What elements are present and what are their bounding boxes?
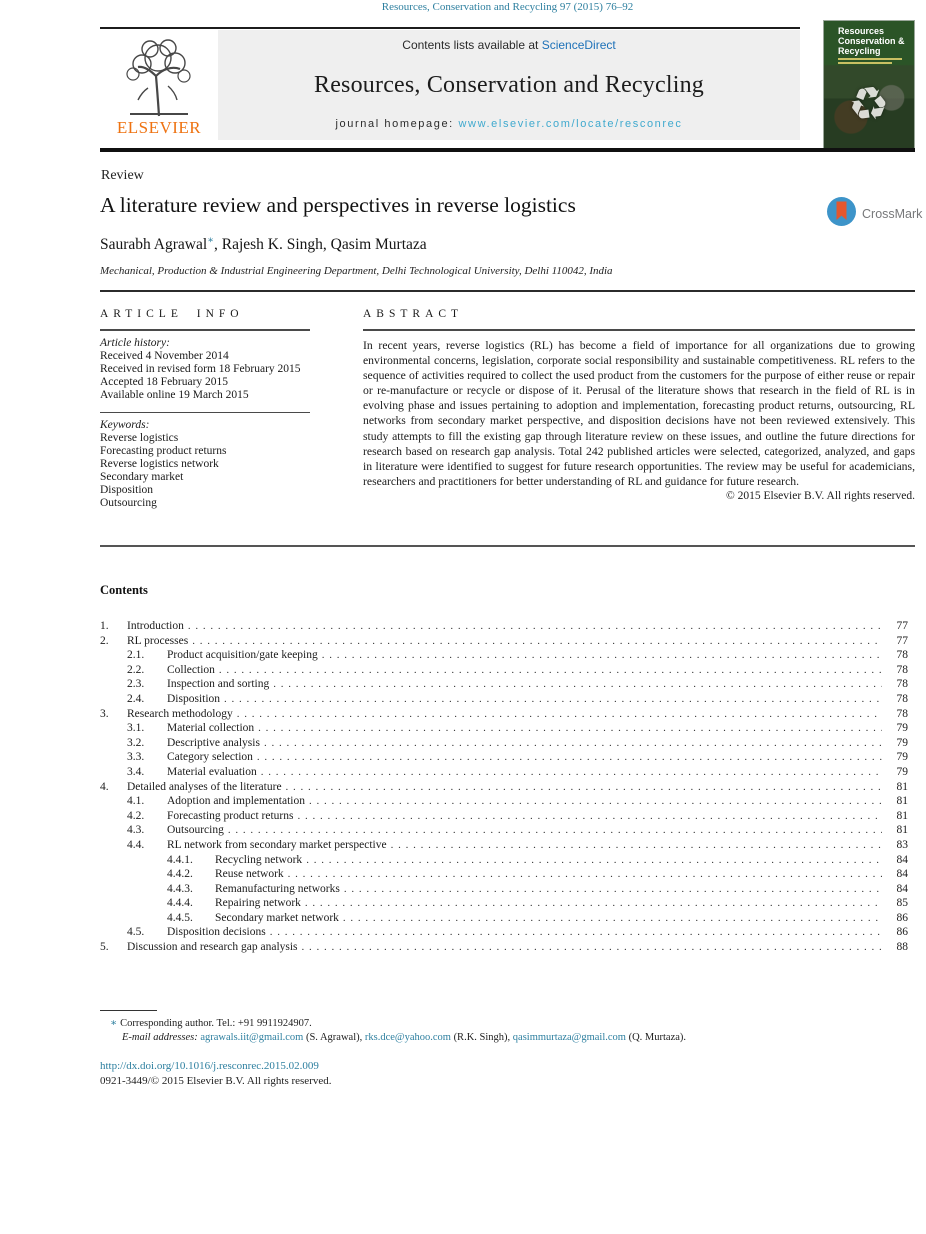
toc-entry-page: 79 [896,722,908,735]
toc-entry-number: 2.4. [127,692,145,705]
toc-entry-number: 2.2. [127,663,145,676]
email-link[interactable]: rks.dce@yahoo.com [364,1031,451,1043]
toc-entry-page: 78 [896,707,908,720]
toc-entry[interactable] [100,648,908,663]
toc-entry-label: Reuse network [215,868,284,881]
toc-entry-label: Disposition decisions [167,926,266,939]
toc-entry-label: RL processes [127,634,189,647]
toc-entry-label: Forecasting product returns [167,809,294,822]
toc-entry-number: 1. [100,620,109,632]
toc-entry[interactable] [100,750,908,765]
cover-subtitle-bar [838,62,892,64]
crossmark-badge[interactable] [826,196,922,232]
abstract-column [363,308,915,520]
toc-entry-number: 4. [100,780,109,793]
toc-entry-number: 4.4.4. [167,897,193,910]
toc-entry-label: Descriptive analysis [167,736,260,749]
toc-entry-label: Adoption and implementation [167,795,305,808]
toc-entry-page: 81 [896,795,908,808]
toc-entry-page: 81 [896,809,908,822]
toc-entry[interactable] [100,780,908,795]
toc-entry-number: 3. [100,707,109,720]
running-head-citation: Resources, Conservation and Recycling 97 (2015) 76–92 [381,1,634,13]
toc-entry[interactable] [100,867,908,882]
corresponding-author-note [100,1017,915,1031]
article-history-section [100,329,310,412]
toc-entry-page: 78 [896,692,908,705]
toc-list [100,619,908,955]
corresponding-author-marker[interactable]: ∗ [207,235,214,246]
toc-entry-number: 2.1. [127,649,145,662]
toc-entry[interactable] [100,896,908,911]
journal-header [100,30,800,140]
toc-entry-number: 2. [100,634,109,647]
toc-entry-number: 4.3. [127,824,145,837]
footnote-asterisk: ∗ [110,1018,118,1029]
toc-entry[interactable] [100,925,908,940]
toc-entry-page: 79 [896,751,908,764]
email-entry [365,1032,513,1043]
keyword-item: Reverse logistics [100,432,179,444]
elsevier-tree-icon [120,36,198,120]
toc-entry-page: 79 [896,736,908,749]
article-info-heading: ARTICLE INFO [100,308,244,320]
keyword-item: Disposition [100,484,154,496]
cover-title-line: Recycling [838,46,881,56]
toc-entry-page: 81 [896,780,908,793]
toc-entry-label: Recycling network [215,853,303,866]
toc-entry[interactable] [100,838,908,853]
toc-entry[interactable] [100,692,908,707]
toc-dot-leader [302,940,882,955]
toc-entry-number: 4.1. [127,795,145,808]
toc-dot-leader [261,765,882,780]
table-of-contents [100,583,908,955]
email-link[interactable]: qasimmurtaza@gmail.com [512,1031,626,1043]
toc-entry[interactable] [100,794,908,809]
keyword-item: Reverse logistics network [100,458,219,470]
email-entry [200,1032,365,1043]
corresponding-author-text: Corresponding author. Tel.: +91 9911924907. [120,1018,312,1029]
footnotes [100,1010,915,1044]
toc-entry-number: 3.2. [127,736,145,749]
toc-entry-number: 4.4.2. [167,868,193,881]
toc-entry-label: Remanufacturing networks [215,882,340,895]
author-line [100,235,427,254]
info-abstract-columns [100,308,915,520]
toc-entry-page: 77 [896,620,908,632]
doi-link[interactable]: http://dx.doi.org/10.1016/j.resconrec.2015.02.009 [100,1060,319,1072]
toc-entry-label: Disposition [167,692,221,705]
paper-title: A literature review and perspectives in reverse logistics [100,193,576,217]
toc-entry[interactable] [100,823,908,838]
toc-entry-number: 5. [100,941,109,954]
email-owner: (S. Agrawal), [303,1031,365,1043]
toc-entry-label: Discussion and research gap analysis [127,941,298,954]
footer-imprint [100,1059,332,1088]
top-rule [100,27,800,29]
toc-entry-page: 86 [896,911,908,924]
keywords-section [100,412,310,520]
toc-entry-label: RL network from secondary market perspective [167,838,387,851]
toc-dot-leader [273,677,882,692]
toc-dot-leader [264,736,882,751]
toc-entry-label: Repairing network [215,897,301,910]
email-owner: (R.K. Singh), [450,1031,513,1043]
email-addresses-line [100,1031,915,1045]
contents-available-line [402,38,615,52]
toc-entry-page: 84 [896,882,908,895]
header-divider-rule [100,148,915,152]
email-addresses-label: E-mail addresses: [122,1031,198,1043]
toc-entry-number: 2.3. [127,678,145,691]
article-info-column [100,308,310,520]
affiliation: Mechanical, Production & Industrial Engineering Department, Delhi Technological University, Delhi 110042, India [100,265,613,277]
journal-title: Resources, Conservation and Recycling [314,71,704,98]
toc-dot-leader [297,809,882,824]
article-history-line: Received in revised form 18 February 2015 [100,363,301,375]
author-name: Saurabh Agrawal [100,236,208,254]
crossmark-icon [826,196,857,232]
keyword-item: Secondary market [100,471,184,483]
article-history-line: Available online 19 March 2015 [100,389,249,401]
toc-entry-label: Research methodology [127,707,233,720]
cover-subtitle-bar [838,58,902,60]
toc-dot-leader [219,663,882,678]
toc-dot-leader [322,648,882,663]
elsevier-wordmark: ELSEVIER [116,118,202,137]
toc-entry[interactable] [100,663,908,678]
toc-entry-label: Introduction [127,620,184,632]
contents-available-text: Contents lists available at [402,38,542,52]
toc-entry-label: Inspection and sorting [167,678,270,691]
abstract-heading: ABSTRACT [363,308,464,320]
toc-entry-number: 4.4. [127,838,145,851]
toc-entry[interactable] [100,707,908,722]
toc-entry-number: 3.1. [127,722,145,735]
article-history-list [100,350,310,402]
toc-entry-number: 4.4.1. [167,853,193,866]
toc-dot-leader [224,692,882,707]
toc-entry[interactable] [100,853,908,868]
abstract-rule [363,329,915,502]
toc-entry-page: 84 [896,853,908,866]
homepage-prefix: journal homepage: [335,118,459,130]
toc-entry-number: 4.4.3. [167,882,193,895]
journal-cover-thumbnail[interactable] [823,20,915,150]
toc-entry-page: 78 [896,678,908,691]
sciencedirect-link[interactable]: ScienceDirect [541,38,616,52]
issn-copyright-line: 0921-3449/© 2015 Elsevier B.V. All rights reserved. [100,1074,332,1087]
cover-title-line: Conservation & [838,36,905,46]
toc-entry-page: 81 [896,824,908,837]
toc-entry[interactable] [100,619,908,634]
toc-dot-leader [288,867,882,882]
toc-dot-leader [306,853,882,868]
toc-entry-label: Collection [167,663,215,676]
toc-entry-label: Category selection [167,751,253,764]
email-link[interactable]: agrawals.iit@gmail.com [200,1031,304,1043]
toc-entry-page: 78 [896,663,908,676]
article-history-line: Accepted 18 February 2015 [100,376,229,388]
toc-dot-leader [309,794,882,809]
article-history-line: Received 4 November 2014 [100,350,229,362]
email-list [200,1032,686,1043]
toc-entry-label: Secondary market network [215,911,339,924]
toc-entry[interactable] [100,634,908,649]
article-type-label: Review [101,168,144,183]
toc-entry-label: Material evaluation [167,765,257,778]
toc-entry-number: 3.4. [127,765,145,778]
toc-entry-number: 4.2. [127,809,145,822]
toc-entry-label: Detailed analyses of the literature [127,780,282,793]
abstract-copyright: © 2015 Elsevier B.V. All rights reserved. [726,489,915,502]
email-entry [513,1032,686,1043]
crossmark-label: CrossMark [862,207,923,221]
journal-homepage-line [336,118,683,130]
article-history-label: Article history: [100,337,170,349]
toc-entry-label: Material collection [167,722,255,735]
toc-entry-number: 4.4.5. [167,911,193,924]
email-owner: (Q. Murtaza). [625,1031,687,1043]
keyword-item: Outsourcing [100,497,157,509]
toc-entry-page: 78 [896,649,908,662]
toc-entry[interactable] [100,677,908,692]
toc-dot-leader [305,896,882,911]
toc-entry[interactable] [100,882,908,897]
toc-entry-page: 83 [896,838,908,851]
toc-dot-leader [344,882,882,897]
toc-entry-page: 84 [896,868,908,881]
toc-entry-page: 85 [896,897,908,910]
toc-dot-leader [192,634,882,649]
cover-title [838,26,910,56]
toc-entry[interactable] [100,765,908,780]
recycle-icon: ♻ [844,76,893,133]
abstract-text: In recent years, reverse logistics (RL) has become a field of importance for all organizations due to growing environmental concerns, legislation, corporate social responsibility and sustainable competitiveness. RL refers to the sequence of activities required to collect the used product from the customers for the purpose of either reuse or repair or re-manufacture or recycle or dispose of it. Perusal of the literature shows that research in the field of RL is in evolving phase and issues pertaining to adoption and implementation, forecasting product returns, outsourcing, RL networks from secondary market perspective, and disposition decisions have not been reviewed extensively. This study attempts to fill the existing gap through literature review on these issues, and outline the future directions for research based on research gap analysis. Total 242 published articles were selected, categorized, analyzed, and gaps in literature were identified to suggest for future research opportunities. The review may be useful for academicians, researchers and practitioners for better understanding of RL and guidance for future research. [363,339,915,488]
journal-homepage-link[interactable]: www.elsevier.com/locate/resconrec [458,118,683,130]
toc-dot-leader [228,823,882,838]
toc-entry[interactable] [100,940,908,955]
keywords-label: Keywords: [100,419,150,431]
toc-dot-leader [343,911,882,926]
keyword-item: Forecasting product returns [100,445,227,457]
journal-banner [218,30,800,140]
toc-dot-leader [270,925,882,940]
footnote-rule [100,1010,157,1011]
toc-dot-leader [286,780,882,795]
toc-entry-label: Outsourcing [167,824,224,837]
toc-dot-leader [258,721,882,736]
toc-entry-page: 77 [896,634,908,647]
author-names-rest: , Rajesh K. Singh, Qasim Murtaza [213,236,427,254]
toc-entry[interactable] [100,809,908,824]
toc-entry[interactable] [100,721,908,736]
affiliation-rule [100,290,915,292]
toc-entry[interactable] [100,736,908,751]
toc-dot-leader [391,838,882,853]
contents-top-rule [100,545,915,547]
toc-entry-page: 86 [896,926,908,939]
toc-entry-number: 3.3. [127,751,145,764]
toc-entry-number: 4.5. [127,926,145,939]
toc-dot-leader [257,750,882,765]
contents-heading: Contents [100,583,148,597]
cover-title-line: Resources [838,26,885,36]
toc-entry-page: 88 [896,941,908,954]
toc-dot-leader [188,619,882,634]
elsevier-logo[interactable] [100,30,218,140]
keywords-list [100,432,310,510]
toc-entry-label: Product acquisition/gate keeping [167,649,318,662]
toc-entry[interactable] [100,911,908,926]
toc-entry-page: 79 [896,765,908,778]
toc-dot-leader [237,707,882,722]
